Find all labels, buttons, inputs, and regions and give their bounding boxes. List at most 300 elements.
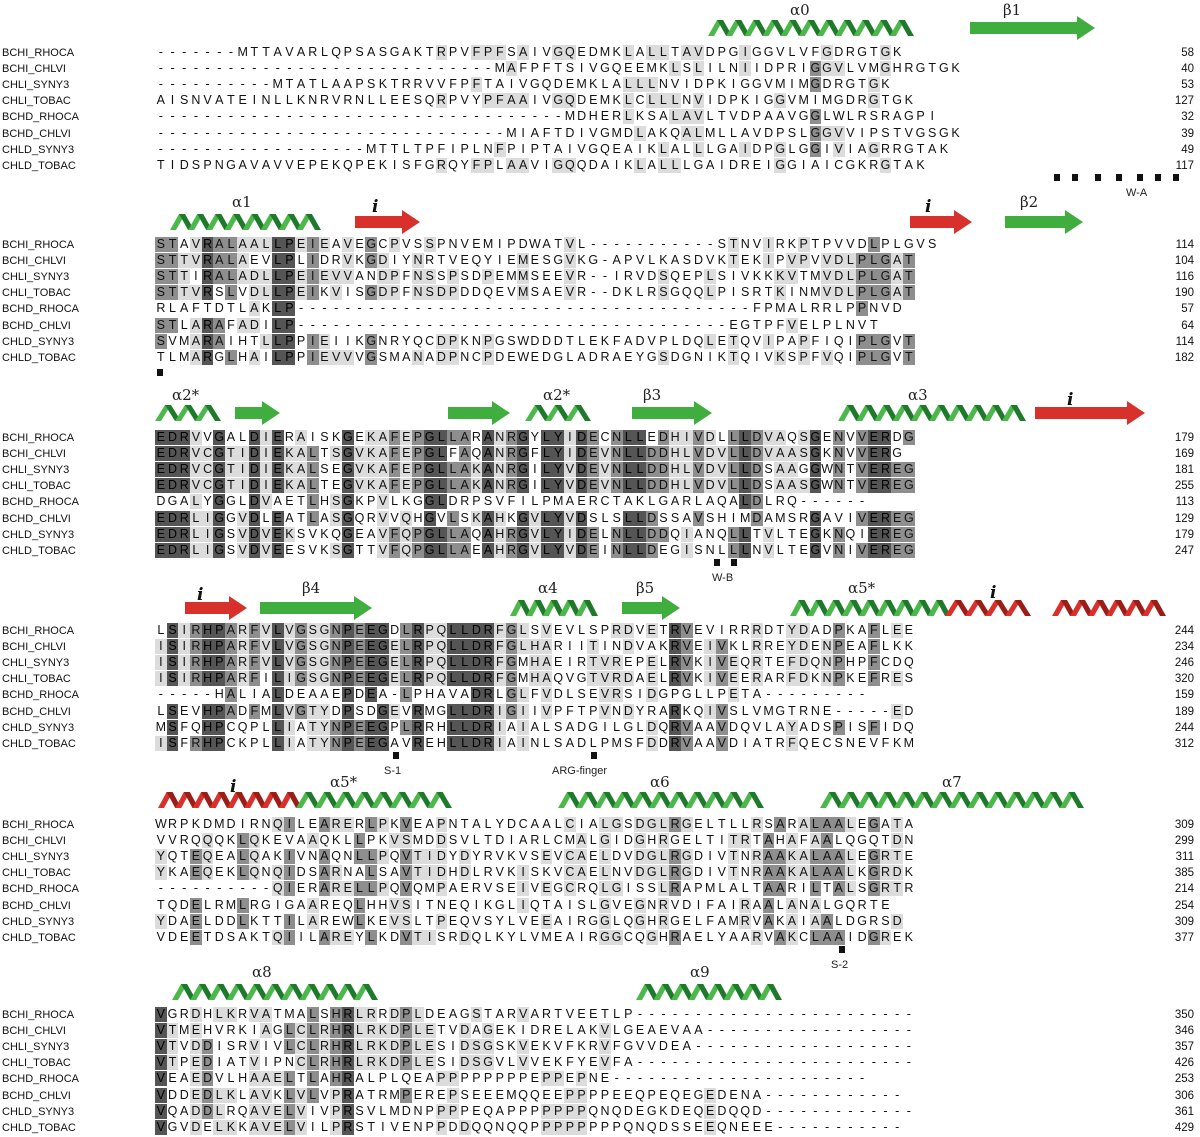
residue: R (880, 430, 890, 444)
residue: I (521, 141, 525, 156)
residue: A (273, 494, 282, 509)
residue: V (437, 510, 446, 525)
residue: L (190, 511, 202, 526)
i-label-6: i (230, 777, 237, 797)
residue: - (567, 317, 572, 332)
residue: D (168, 526, 178, 541)
residue: T (297, 510, 305, 525)
residue: G (646, 817, 657, 831)
residue: K (916, 157, 925, 172)
residue: P (215, 623, 224, 637)
residue: L (741, 639, 749, 654)
residue: - (263, 141, 269, 156)
residue: I (825, 157, 829, 172)
residue: L (541, 446, 553, 461)
residue: A (811, 833, 820, 848)
residue: - (380, 109, 385, 124)
residue: R (764, 639, 774, 654)
residue: V (285, 639, 294, 654)
residue: L (272, 334, 284, 349)
residue: G (378, 639, 388, 654)
residue: - (789, 1039, 795, 1054)
residue: A (215, 269, 224, 284)
residue: L (272, 285, 284, 300)
residue: C (600, 494, 610, 509)
residue: S (589, 623, 598, 637)
residue: H (892, 61, 902, 76)
residue: - (883, 1023, 888, 1038)
residue: D (436, 849, 446, 864)
residue: T (577, 703, 586, 718)
residue: V (822, 269, 832, 284)
residue: I (424, 865, 436, 880)
residue: N (366, 269, 376, 284)
residue: E (799, 526, 808, 541)
residue: L (507, 913, 515, 928)
residue: L (634, 462, 646, 477)
residue: N (740, 237, 750, 251)
residue: G (868, 817, 879, 831)
residue: P (331, 1103, 341, 1118)
residue: M (494, 61, 505, 76)
residue: I (474, 897, 479, 912)
residue: L (400, 655, 412, 670)
residue: Y (635, 703, 645, 718)
residue: A (226, 430, 236, 444)
residue: L (881, 639, 889, 654)
residue: S (507, 45, 516, 59)
residue: D (168, 1087, 178, 1102)
residue: S (530, 623, 540, 637)
residue: - (182, 61, 187, 76)
residue: E (811, 735, 820, 750)
residue: R (179, 1007, 189, 1021)
residue: - (486, 109, 491, 124)
residue: I (498, 237, 502, 251)
residue: L (623, 109, 635, 124)
residue: I (614, 833, 619, 848)
residue: M (517, 253, 529, 268)
residue: E (647, 671, 656, 686)
residue: G (483, 1023, 493, 1038)
residue: H (845, 655, 855, 670)
residue: - (170, 61, 175, 76)
residue: N (904, 833, 914, 848)
residue: K (367, 446, 376, 461)
residue: Q (249, 849, 260, 864)
residue: T (180, 849, 189, 864)
residue: D (729, 735, 739, 750)
residue: E (635, 61, 645, 76)
residue: D (577, 526, 587, 541)
residue: - (357, 301, 362, 316)
residue-count: 350 (1174, 1009, 1194, 1021)
sequence-name: CHLD_TOBAC (2, 1121, 76, 1134)
residue: T (893, 125, 901, 140)
residue: C (565, 865, 575, 880)
sequence-row (0, 623, 1200, 639)
residue: A (682, 929, 691, 944)
residue: - (684, 237, 689, 251)
residue: P (460, 77, 469, 92)
residue: L (447, 671, 459, 686)
residue: - (544, 301, 549, 316)
residue: - (731, 301, 736, 316)
residue: T (903, 285, 915, 300)
residue: N (331, 623, 341, 637)
residue: I (533, 93, 537, 108)
residue: - (778, 1119, 783, 1134)
residue: D (647, 462, 657, 477)
residue: V (402, 929, 411, 944)
residue: - (310, 125, 315, 140)
residue-count: 346 (1174, 1025, 1194, 1038)
residue: C (378, 237, 388, 251)
residue: V (717, 639, 727, 654)
residue: L (730, 125, 737, 140)
residue: P (437, 817, 446, 831)
residue: - (205, 61, 210, 76)
residue: P (285, 317, 294, 332)
residue: A (857, 623, 867, 637)
residue: D (612, 285, 622, 300)
residue: L (213, 1104, 225, 1119)
residue: - (778, 1087, 783, 1102)
residue: - (848, 687, 853, 702)
residue: S (168, 671, 177, 686)
residue: V (261, 542, 271, 557)
residue: G (810, 446, 821, 461)
residue: R (425, 1087, 435, 1102)
residue: H (413, 510, 423, 525)
residue: T (425, 897, 434, 912)
residue: E (589, 1055, 598, 1070)
residue: I (739, 61, 751, 76)
residue: R (647, 285, 657, 300)
residue: S (647, 881, 656, 896)
sequence-name: CHLI_SYNY3 (2, 271, 70, 284)
residue: E (717, 333, 727, 348)
residue: D (191, 1007, 201, 1021)
residue: V (273, 157, 282, 172)
residue: S (320, 1007, 329, 1021)
residue: - (380, 125, 385, 140)
residue: A (776, 430, 785, 444)
residue: A (647, 125, 656, 140)
residue: A (507, 157, 516, 172)
residue: D (658, 446, 668, 461)
residue: G (226, 494, 236, 509)
residue: G (494, 897, 505, 912)
residue: L (788, 45, 796, 59)
residue: G (868, 929, 879, 944)
residue: N (705, 526, 715, 541)
helix-alpha0 (708, 20, 914, 36)
residue: G (494, 333, 505, 348)
residue: D (845, 93, 855, 108)
residue: P (530, 141, 540, 156)
residue: T (612, 494, 621, 509)
residue: V (238, 542, 247, 557)
alpha1-label: α1 (232, 193, 252, 211)
residue: - (743, 301, 748, 316)
residue: T (788, 542, 796, 557)
residue: N (612, 462, 622, 477)
residue: A (191, 317, 201, 332)
residue: F (706, 913, 714, 928)
sequence-name: BCHI_RHOCA (2, 819, 75, 831)
residue: D (460, 1055, 470, 1070)
residue: L (741, 703, 749, 718)
residue: G (646, 349, 657, 364)
residue: I (739, 45, 751, 60)
residue: - (544, 317, 549, 332)
residue: V (846, 430, 855, 444)
residue: A (238, 157, 247, 172)
residue: N (261, 93, 271, 108)
residue: N (834, 430, 844, 444)
residue: E (799, 317, 808, 332)
residue: - (567, 301, 572, 316)
residue: L (623, 45, 635, 60)
residue: P (834, 671, 843, 686)
residue: A (448, 1007, 458, 1021)
residue: - (731, 1071, 736, 1086)
residue: H (530, 671, 540, 686)
sequence-residues (155, 720, 915, 736)
residue: V (694, 462, 703, 477)
residue: - (450, 125, 456, 140)
residue: - (696, 301, 701, 316)
residue: N (331, 719, 341, 734)
residue: Q (576, 157, 587, 172)
residue: G (646, 929, 657, 944)
residue: V (694, 109, 703, 124)
residue: K (717, 349, 727, 364)
residue: D (168, 430, 178, 444)
residue: L (472, 833, 480, 848)
residue: S (694, 542, 703, 557)
residue: I (681, 543, 693, 558)
residue: V (261, 1103, 271, 1118)
residue: H (658, 929, 668, 944)
residue: Q (436, 671, 447, 686)
residue: Y (635, 349, 645, 364)
residue: E (367, 157, 376, 172)
residue: L (237, 898, 249, 913)
residue: T (285, 77, 294, 92)
residue: E (554, 1023, 563, 1038)
residue: G (588, 141, 599, 156)
residue: - (322, 301, 327, 316)
residue: V (238, 510, 247, 525)
helix-segment (575, 405, 591, 421)
residue: A (612, 253, 621, 268)
residue: E (296, 157, 306, 172)
residue: A (705, 735, 715, 750)
residue: A (799, 719, 808, 734)
residue: S (472, 1039, 481, 1054)
residue: H (203, 639, 213, 654)
residue: A (495, 77, 504, 92)
residue: K (355, 494, 364, 509)
residue: H (588, 109, 598, 124)
residue: G (378, 671, 388, 686)
residue: S (425, 237, 434, 251)
residue: R (658, 897, 668, 912)
residue: G (600, 929, 610, 944)
residue: S (180, 93, 189, 108)
residue: I (264, 1039, 268, 1054)
residue: K (635, 494, 645, 509)
residue: L (728, 543, 740, 558)
residue: P (215, 719, 224, 734)
residue: I (260, 430, 272, 445)
residue: F (402, 285, 411, 300)
residue: E (741, 1119, 750, 1134)
residue: R (179, 446, 189, 461)
residue: - (813, 1119, 818, 1134)
residue: - (824, 1103, 830, 1118)
sequence-row (0, 639, 1200, 655)
residue: N (483, 141, 493, 156)
residue: M (424, 703, 435, 718)
residue: D (764, 623, 774, 637)
residue: - (521, 301, 526, 316)
residue: R (343, 1055, 353, 1070)
residue: Y (156, 913, 166, 928)
residue: G (798, 141, 809, 156)
residue: M (389, 1087, 400, 1102)
residue: - (415, 109, 421, 124)
sequence-row (0, 446, 1200, 462)
residue: A (694, 526, 703, 541)
residue: - (649, 237, 654, 251)
residue: - (848, 1007, 853, 1021)
residue: S (402, 833, 411, 848)
residue: I (284, 736, 296, 751)
residue: V (600, 1023, 610, 1038)
residue: E (507, 349, 516, 364)
residue: C (203, 478, 213, 493)
residue: A (320, 687, 329, 702)
residue: E (600, 1071, 610, 1086)
residue: D (168, 478, 178, 493)
residue: I (517, 881, 529, 896)
residue: S (624, 687, 633, 702)
residue: T (881, 93, 890, 108)
residue: E (694, 817, 703, 831)
residue: L (810, 817, 822, 832)
residue: V (320, 1103, 329, 1118)
residue: V (238, 526, 247, 541)
sequence-row (0, 350, 1200, 366)
residue: A (577, 349, 586, 364)
residue: I (392, 157, 397, 172)
residue: S (437, 929, 446, 944)
residue: V (156, 833, 166, 848)
sequence-residues (155, 430, 915, 446)
residue: D (577, 719, 587, 734)
residue: R (740, 833, 750, 848)
residue: R (203, 237, 213, 251)
residue: L (447, 704, 459, 719)
residue: E (530, 1071, 540, 1086)
insertion-helix-a (945, 600, 1031, 616)
residue: N (413, 349, 423, 364)
residue: H (331, 1007, 341, 1021)
residue: E (180, 703, 189, 718)
residue-count: 127 (1174, 95, 1194, 108)
residue: A (226, 639, 236, 654)
residue: R (238, 1007, 248, 1021)
residue: R (880, 849, 890, 864)
residue: - (486, 301, 491, 316)
residue: - (813, 1055, 818, 1070)
residue: V (857, 446, 867, 461)
residue: L (741, 817, 749, 831)
residue: E (565, 77, 575, 92)
residue: P (402, 1039, 411, 1054)
residue: G (810, 125, 821, 140)
residue: N (740, 865, 750, 880)
residue: Y (577, 1055, 586, 1070)
residue: N (448, 237, 458, 251)
residue: - (895, 1023, 900, 1038)
residue: V (857, 462, 867, 477)
residue: R (308, 45, 318, 59)
residue: H (203, 655, 213, 670)
motif-marker (393, 752, 399, 759)
residue: R (203, 317, 213, 332)
residue: D (577, 93, 587, 108)
residue: Q (436, 639, 447, 654)
residue: E (402, 478, 411, 493)
residue: E (869, 526, 878, 541)
residue: D (179, 1087, 189, 1102)
residue: - (883, 1103, 888, 1118)
residue: K (951, 125, 960, 140)
residue: P (343, 671, 353, 686)
residue: - (614, 301, 619, 316)
residue: Q (448, 157, 458, 172)
residue: R (506, 1007, 516, 1021)
residue: R (880, 865, 890, 880)
residue: L (531, 494, 539, 509)
residue: V (554, 865, 563, 880)
residue: T (157, 897, 165, 912)
residue-count: 179 (1174, 528, 1194, 541)
residue: A (764, 671, 773, 686)
residue: R (378, 1087, 388, 1102)
residue: P (624, 253, 633, 268)
residue: - (345, 61, 350, 76)
residue: M (517, 655, 529, 670)
residue: L (354, 1023, 366, 1038)
residue: L (835, 913, 843, 928)
residue: L (704, 285, 716, 300)
residue: K (191, 817, 201, 831)
residue: A (460, 526, 469, 541)
residue: L (623, 77, 635, 92)
residue: I (307, 285, 319, 300)
residue: V (600, 703, 610, 718)
residue: E (191, 1023, 201, 1038)
residue: L (681, 478, 693, 493)
residue: T (728, 253, 740, 268)
residue: - (673, 301, 678, 316)
residue: S (787, 349, 797, 364)
